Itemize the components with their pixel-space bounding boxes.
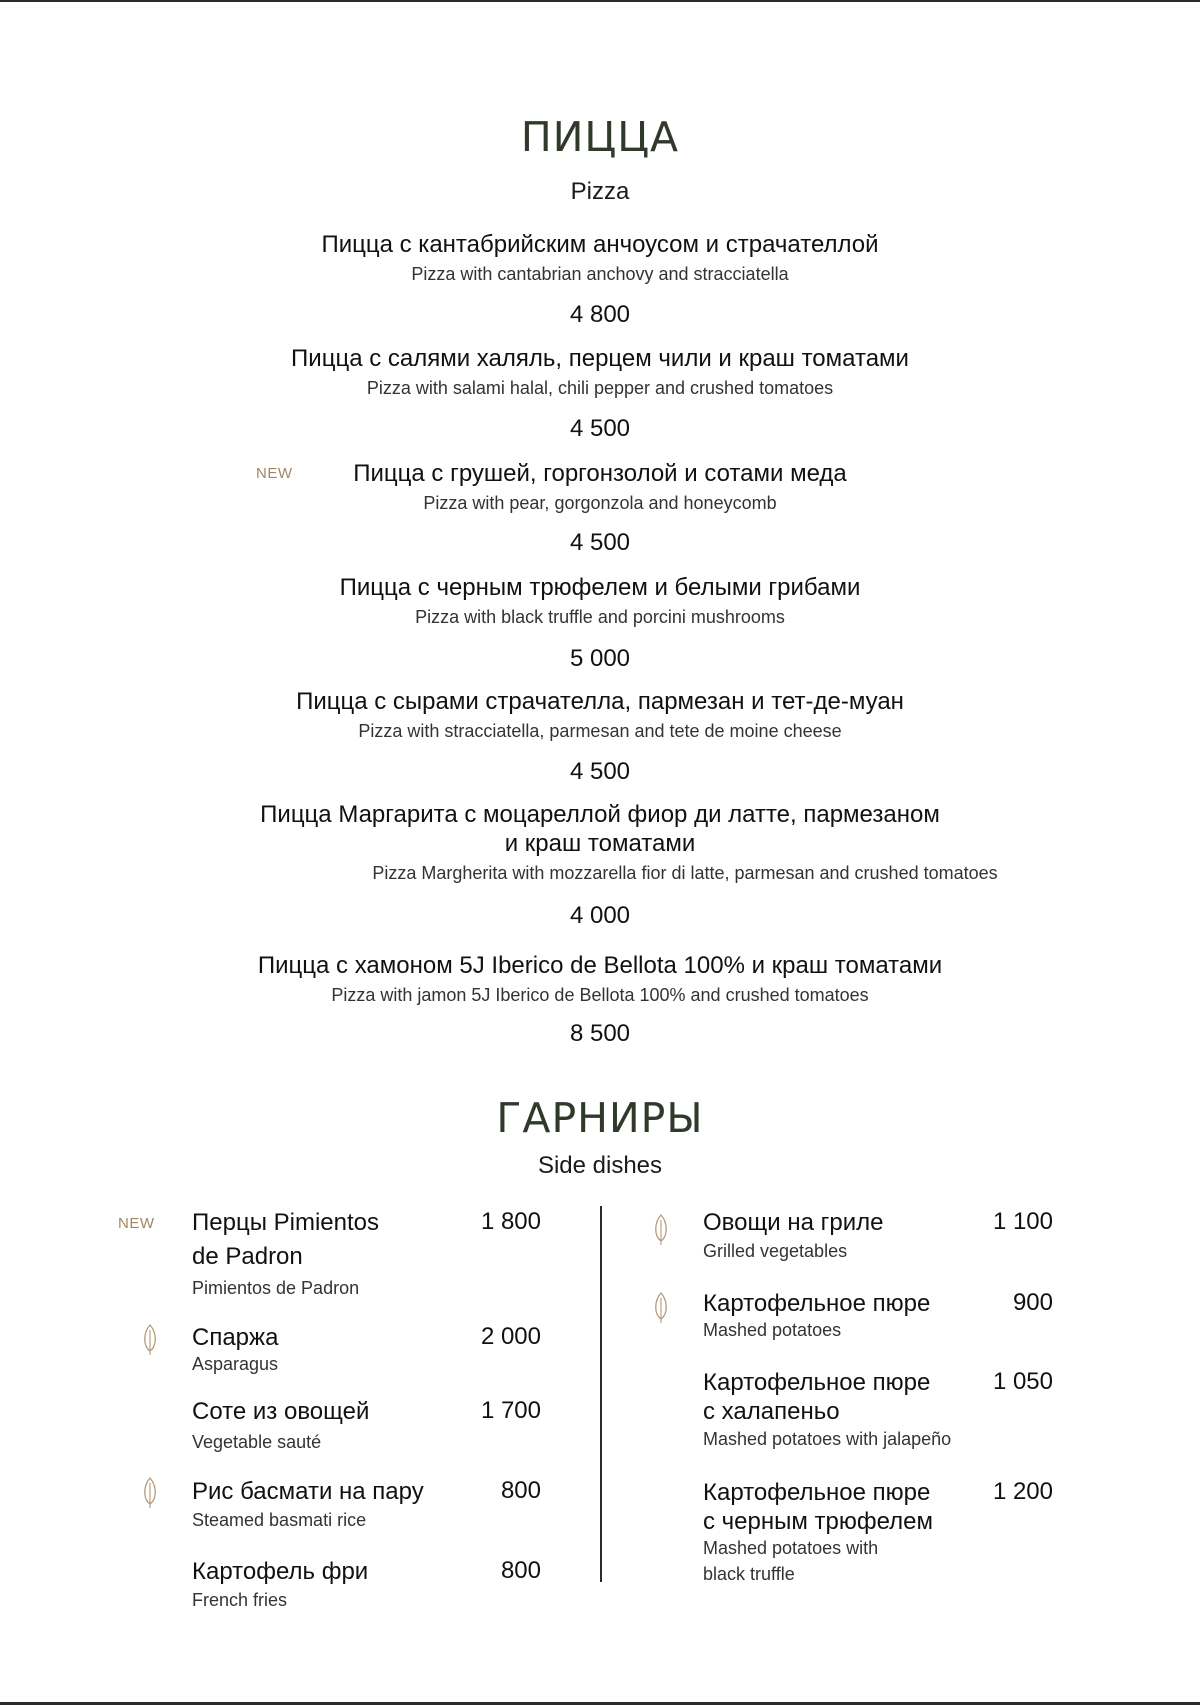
side-item-name: Картофель фри	[192, 1558, 369, 1585]
side-item-desc: Asparagus	[192, 1354, 279, 1374]
side-item-name: Соте из овощей	[192, 1398, 370, 1425]
sides-section-title: ГАРНИРЫ	[496, 1094, 704, 1142]
pizza-item-desc: Pizza with stracciatella, parmesan and tete de moine cheese	[358, 721, 842, 741]
side-item-name-continued: с халапеньо	[703, 1398, 840, 1425]
side-item-desc: Mashed potatoes with	[703, 1538, 879, 1558]
column-divider	[600, 1206, 602, 1582]
side-item-price: 800	[500, 1477, 541, 1504]
side-item-desc: Vegetable sauté	[192, 1432, 322, 1452]
pizza-item-price: 8 500	[569, 1020, 631, 1047]
side-item-price: 1 200	[992, 1478, 1053, 1505]
side-item-price: 900	[1012, 1289, 1053, 1316]
pizza-item-desc: Pizza Margherita with mozzarella fior di latte, parmesan and crushed tomatoes	[372, 863, 998, 883]
pizza-item-desc: Pizza with salami halal, chili pepper and crushed tomatoes	[366, 378, 834, 398]
side-item-price: 800	[500, 1557, 541, 1584]
pizza-item-desc: Pizza with black truffle and porcini mushrooms	[415, 607, 785, 627]
side-item-desc: Pimientos de Padron	[192, 1278, 360, 1298]
pizza-item-price: 5 000	[569, 645, 631, 672]
side-item-price: 2 000	[480, 1323, 541, 1350]
pizza-item-desc: Pizza with jamon 5J Iberico de Bellota 100% and crushed tomatoes	[331, 985, 869, 1005]
side-item-name-continued: с черным трюфелем	[703, 1508, 934, 1535]
pizza-item-price: 4 500	[569, 758, 631, 785]
side-item-desc: Mashed potatoes	[703, 1320, 842, 1340]
pizza-item-name: Пицца с салями халяль, перцем чили и краш томатами	[291, 345, 909, 372]
side-item-name: Рис басмати на пару	[192, 1478, 424, 1505]
side-item-desc-continued: black truffle	[703, 1564, 795, 1584]
pizza-section-title: ПИЦЦА	[520, 113, 680, 161]
page-bottom-border	[0, 1702, 1200, 1705]
sides-section-subtitle: Side dishes	[537, 1152, 663, 1179]
pizza-item-name: Пицца с черным трюфелем и белыми грибами	[339, 574, 861, 601]
side-item-desc: Mashed potatoes with jalapeño	[703, 1429, 952, 1449]
pizza-item-price: 4 000	[569, 902, 631, 929]
pizza-item-name: Пицца с кантабрийским анчоусом и страчателлой	[321, 231, 879, 258]
leaf-icon	[139, 1475, 161, 1509]
side-item-desc: French fries	[192, 1590, 288, 1610]
leaf-icon	[650, 1290, 672, 1324]
side-item-name: Картофельное пюре	[703, 1290, 931, 1317]
side-item-name: Картофельное пюре	[703, 1369, 931, 1396]
side-item-name: Перцы Pimientos	[192, 1209, 379, 1236]
side-item-price: 1 700	[480, 1397, 541, 1424]
side-item-name-continued: de Padron	[192, 1243, 303, 1270]
pizza-item-name: Пицца с хамоном 5J Iberico de Bellota 100% и краш томатами	[257, 952, 943, 979]
leaf-icon	[139, 1322, 161, 1356]
pizza-item-desc: Pizza with cantabrian anchovy and stracciatella	[411, 264, 789, 284]
pizza-item-desc: Pizza with pear, gorgonzola and honeycomb	[423, 493, 777, 513]
pizza-item-price: 4 500	[569, 415, 631, 442]
side-item-price: 1 050	[992, 1368, 1053, 1395]
new-badge: NEW	[118, 1215, 155, 1232]
side-item-price: 1 100	[992, 1208, 1053, 1235]
leaf-icon	[650, 1212, 672, 1246]
pizza-item-name: Пицца с грушей, горгонзолой и сотами меда	[353, 460, 847, 487]
side-item-name: Картофельное пюре	[703, 1479, 931, 1506]
page-top-border	[0, 0, 1200, 2]
side-item-name: Овощи на гриле	[703, 1209, 884, 1236]
pizza-item-name: Пицца Маргарита с моцареллой фиор ди латте, пармезаном	[260, 801, 940, 828]
pizza-item-name-continued: и краш томатами	[504, 830, 696, 857]
new-badge: NEW	[256, 465, 293, 482]
side-item-price: 1 800	[480, 1208, 541, 1235]
pizza-section-subtitle: Pizza	[570, 178, 630, 205]
pizza-item-price: 4 500	[569, 529, 631, 556]
pizza-item-name: Пицца с сырами страчателла, пармезан и тет-де-муан	[296, 688, 904, 715]
pizza-item-price: 4 800	[569, 301, 631, 328]
side-item-name: Спаржа	[192, 1324, 279, 1351]
side-item-desc: Steamed basmati rice	[192, 1510, 367, 1530]
side-item-desc: Grilled vegetables	[703, 1241, 848, 1261]
